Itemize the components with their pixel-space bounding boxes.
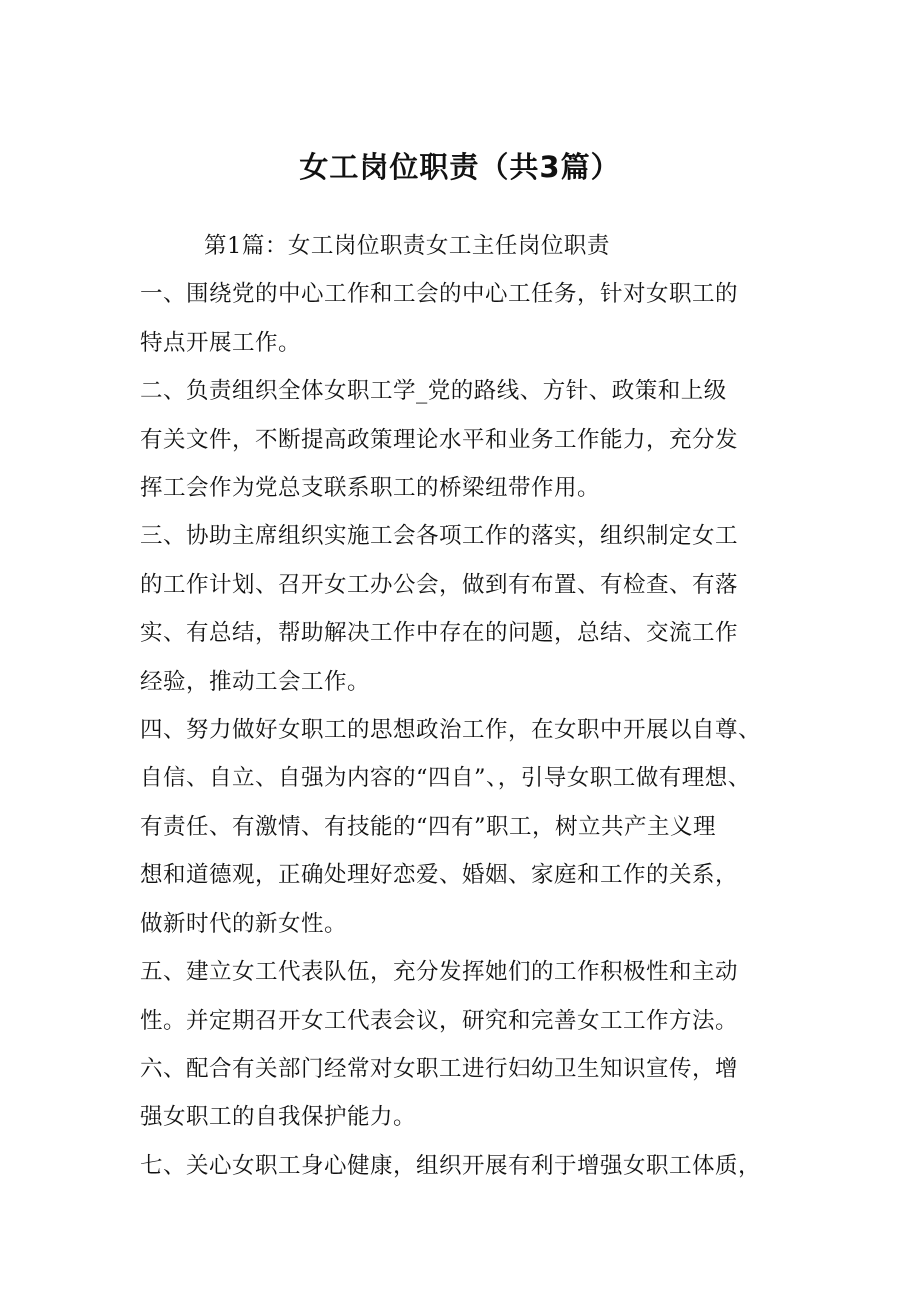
text-line: 性。并定期召开女工代表会议，研究和完善女工工作方法。	[140, 1007, 739, 1034]
paragraph-3	[140, 512, 795, 706]
text-line: 六、配合有关部门经常对女职工进行妇幼卫生知识宣传，增	[140, 1055, 739, 1082]
document-body	[140, 222, 795, 1190]
text-line: 挥工会作为党总支联系职工的桥梁纽带作用。	[140, 475, 601, 502]
text-line: 有关文件，不断提高政策理论水平和业务工作能力，充分发	[140, 426, 739, 453]
text-line: 的工作计划、召开女工办公会，做到有布置、有检查、有落	[140, 571, 739, 598]
text-line: 五、建立女工代表队伍，充分发挥她们的工作积极性和主动	[140, 959, 739, 986]
text-line: 经验，推动工会工作。	[140, 668, 371, 695]
paragraph-6	[140, 1045, 795, 1142]
document-title: 女工岗位职责（共3篇）	[299, 150, 621, 184]
text-line: 七、关心女职工身心健康，组织开展有利于增强女职工体质，	[140, 1152, 762, 1179]
paragraph-7	[140, 1142, 795, 1190]
paragraph-1	[140, 270, 795, 367]
text-line: 实、有总结，帮助解决工作中存在的问题，总结、交流工作	[140, 620, 739, 647]
text-line: 强女职工的自我保护能力。	[140, 1104, 417, 1131]
text-line: 有责任、有激情、有技能的“四有”职工，树立共产主义理	[140, 813, 717, 840]
text-line: 二、负责组织全体女职工学_党的路线、方针、政策和上级	[140, 378, 727, 405]
text-line: 想和道德观，正确处理好恋爱、婚姻、家庭和工作的关系，	[140, 862, 739, 889]
text-line: 三、协助主席组织实施工会各项工作的落实，组织制定女工	[140, 523, 739, 550]
section-heading: 第1篇：女工岗位职责女工主任岗位职责	[204, 233, 610, 259]
paragraph-4	[140, 706, 795, 948]
text-line: 自信、自立、自强为内容的“四自”、，引导女职工做有理想、	[140, 765, 751, 792]
text-line: 特点开展工作。	[140, 329, 302, 356]
text-line: 做新时代的新女性。	[140, 910, 348, 937]
text-line: 四、努力做好女职工的思想政治工作，在女职中开展以自尊、	[140, 717, 762, 744]
text-line: 一、围绕党的中心工作和工会的中心工任务，针对女职工的	[140, 281, 739, 308]
paragraph-2	[140, 367, 795, 512]
paragraph-5	[140, 948, 795, 1045]
